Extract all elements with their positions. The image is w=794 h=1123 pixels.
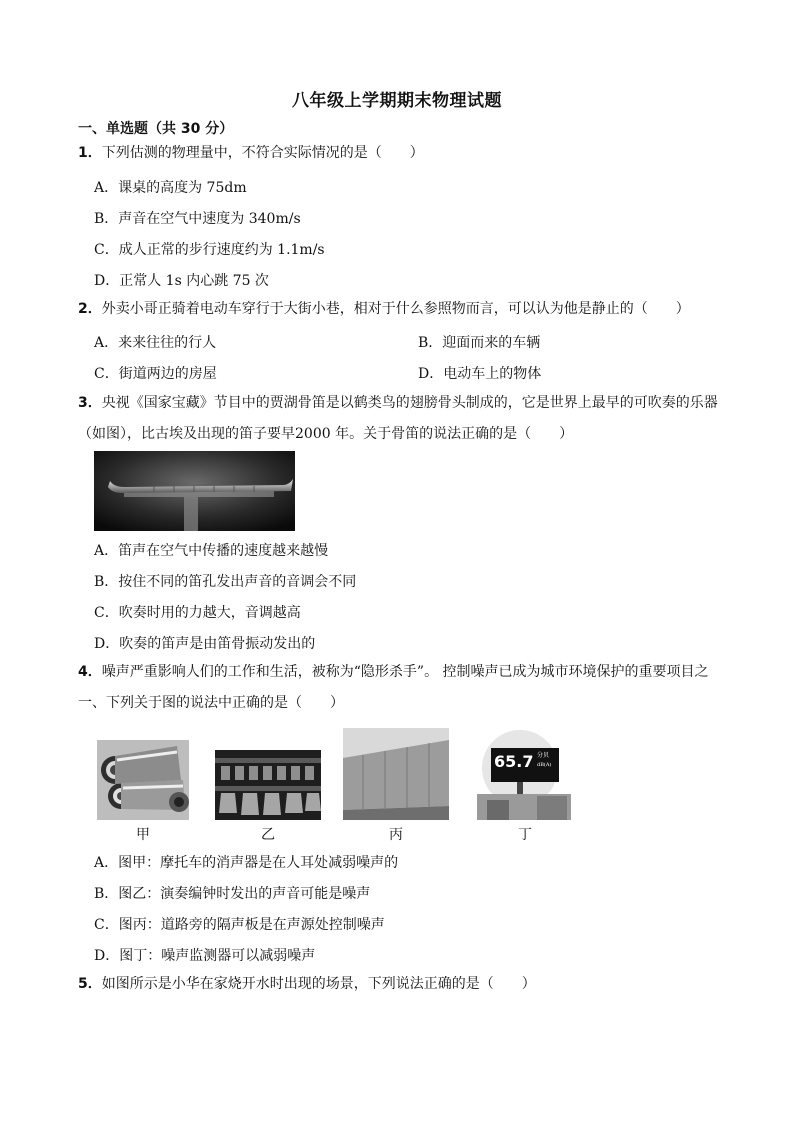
question-stem: 下列估测的物理量中，不符合实际情况的是（ ） [101, 145, 424, 161]
question-number: 1． [78, 145, 102, 161]
q1-option-c: C．成人正常的步行速度约为 1.1m/s [94, 242, 325, 258]
q1-option-d: D．正常人 1s 内心跳 75 次 [94, 273, 269, 289]
muffler-photo [97, 740, 189, 820]
q1-option-b: B．声音在空气中速度为 340m/s [94, 211, 301, 227]
question-5 [78, 969, 536, 1000]
question-stem: 外卖小哥正骑着电动车穿行于大街小巷，相对于什么参照物而言，可以认为他是静止的（ ） [101, 301, 690, 317]
caption-yi: 乙 [261, 827, 275, 843]
chime-bells-photo [215, 750, 321, 820]
q3-option-d: D．吹奏的笛声是由笛骨振动发出的 [94, 636, 316, 652]
question-stem-line1: 央视《国家宝藏》节目中的贾湖骨笛是以鹤类鸟的翅膀骨头制成的，它是世界上最早的可吹奏的乐器 [101, 395, 718, 411]
noise-monitor-photo [477, 730, 571, 820]
question-2 [78, 294, 690, 325]
question-4-line2: 一、下列关于图的说法中正确的是（ ） [78, 695, 344, 711]
q4-option-a: A．图甲：摩托车的消声器是在人耳处减弱噪声的 [94, 855, 399, 871]
q2-option-b: B．迎面而来的车辆 [418, 335, 541, 351]
question-4 [78, 657, 709, 688]
question-3-line2: （如图），比古埃及出现的笛子要早2000 年。关于骨笛的说法正确的是（ ） [78, 426, 574, 442]
monitor-reading: 65.7 [494, 752, 534, 771]
question-stem-line1: 噪声严重影响人们的工作和生活，被称为“隐形杀手”。 控制噪声已成为城市环境保护的重要项目之 [101, 664, 709, 680]
q3-option-c: C．吹奏时用的力越大，音调越高 [94, 605, 301, 621]
question-number: 2． [78, 301, 102, 317]
q4-option-d: D．图丁：噪声监测器可以减弱噪声 [94, 948, 316, 964]
monitor-unit-db: dB(A) [537, 762, 552, 768]
sound-barrier-photo [343, 728, 449, 820]
monitor-unit: 分贝 [537, 752, 550, 759]
q3-option-a: A．笛声在空气中传播的速度越来越慢 [94, 543, 329, 559]
caption-jia: 甲 [136, 827, 150, 843]
q4-option-b: B．图乙：演奏编钟时发出的声音可能是噪声 [94, 886, 371, 902]
q3-option-b: B．按住不同的笛孔发出声音的音调会不同 [94, 574, 357, 590]
section-heading: 一、单选题（共 30 分） [78, 121, 234, 137]
q2-option-d: D．电动车上的物体 [418, 366, 542, 382]
caption-ding: 丁 [518, 827, 532, 843]
question-3 [78, 388, 718, 419]
question-stem: 如图所示是小华在家烧开水时出现的场景，下列说法正确的是（ ） [101, 976, 536, 992]
q2-option-a: A．来来往往的行人 [94, 335, 217, 351]
q1-option-a: A．课桌的高度为 75dm [94, 180, 247, 196]
question-number: 4． [78, 664, 102, 680]
q2-option-c: C．街道两边的房屋 [94, 366, 217, 382]
question-1 [78, 138, 424, 169]
caption-bing: 丙 [389, 827, 403, 843]
q4-option-c: C．图丙：道路旁的隔声板是在声源处控制噪声 [94, 917, 385, 933]
question-number: 3． [78, 395, 102, 411]
page-title: 八年级上学期期末物理试题 [292, 91, 502, 111]
question-number: 5． [78, 976, 102, 992]
bone-flute-photo [94, 451, 295, 531]
